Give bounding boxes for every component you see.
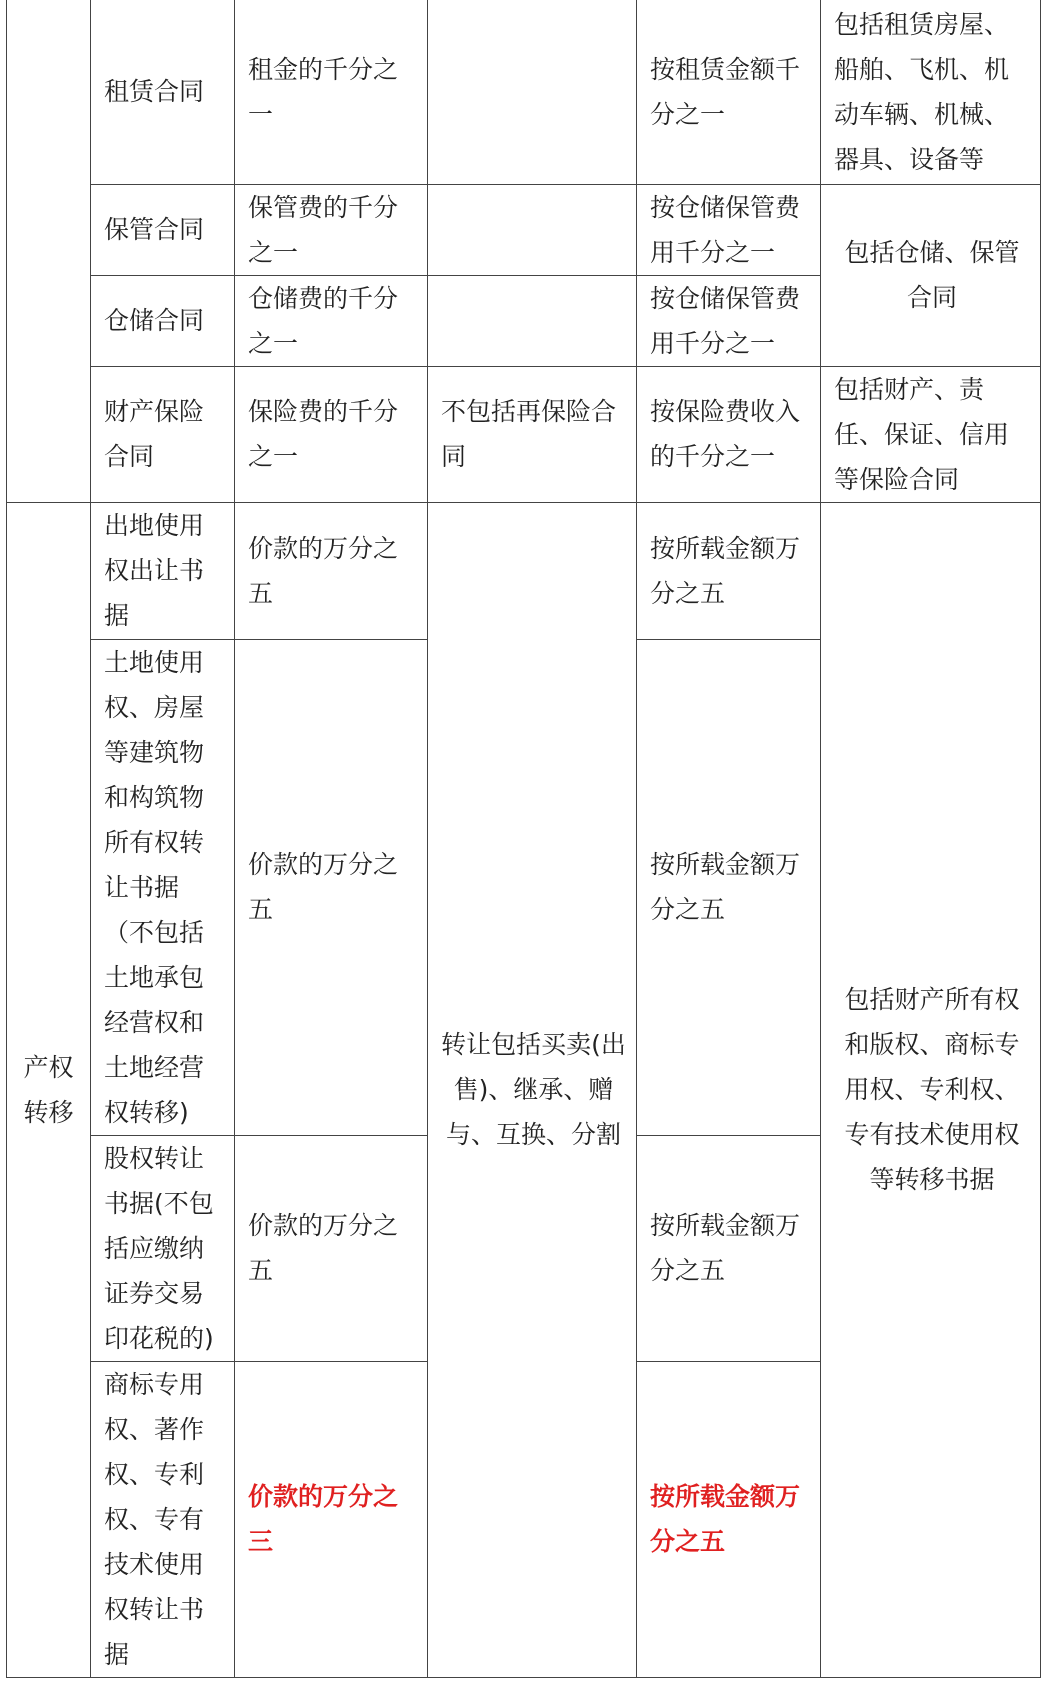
rate-cell: 价款的万分之五 [235,502,428,639]
rate-cell-highlight: 价款的万分之三 [235,1361,428,1677]
scope-cell: 包括仓储、保管合同 [821,184,1041,366]
exclusion-cell [428,184,637,275]
category-cell [7,0,91,502]
item-cell: 财产保险合同 [91,366,235,502]
exclusion-cell [428,0,637,184]
exclusion-cell [428,275,637,366]
scope-cell: 包括租赁房屋、船舶、飞机、机动车辆、机械、器具、设备等 [821,0,1041,184]
basis-cell-highlight: 按所载金额万分之五 [637,1361,821,1677]
scope-cell: 包括财产、责任、保证、信用等保险合同 [821,366,1041,502]
item-cell: 商标专用权、著作权、专利权、专有技术使用权转让书据 [91,1361,235,1677]
exclusion-cell: 不包括再保险合同 [428,366,637,502]
rate-cell: 价款的万分之五 [235,639,428,1135]
table-row [7,502,1041,639]
item-cell: 保管合同 [91,184,235,275]
basis-cell: 按所载金额万分之五 [637,639,821,1135]
rate-cell: 仓储费的千分之一 [235,275,428,366]
category-cell: 产权转移 [7,502,91,1677]
basis-cell: 按仓储保管费用千分之一 [637,275,821,366]
item-cell: 租赁合同 [91,0,235,184]
basis-cell: 按仓储保管费用千分之一 [637,184,821,275]
stamp-tax-table [6,0,1041,1678]
item-cell: 出地使用权出让书据 [91,502,235,639]
rate-cell: 保管费的千分之一 [235,184,428,275]
table-row [7,0,1041,184]
basis-cell: 按所载金额万分之五 [637,1135,821,1361]
item-cell: 股权转让书据(不包括应缴纳证券交易印花税的) [91,1135,235,1361]
basis-cell: 按保险费收入的千分之一 [637,366,821,502]
rate-cell: 价款的万分之五 [235,1135,428,1361]
rate-cell: 保险费的千分之一 [235,366,428,502]
scope-cell: 包括财产所有权和版权、商标专用权、专利权、专有技术使用权等转移书据 [821,502,1041,1677]
transfer-note-cell: 转让包括买卖(出售)、继承、赠与、互换、分割 [428,502,637,1677]
rate-cell: 租金的千分之一 [235,0,428,184]
item-cell: 仓储合同 [91,275,235,366]
item-cell: 土地使用权、房屋等建筑物和构筑物所有权转让书据（不包括土地承包经营权和土地经营权转移) [91,639,235,1135]
basis-cell: 按租赁金额千分之一 [637,0,821,184]
table-row [7,184,1041,275]
basis-cell: 按所载金额万分之五 [637,502,821,639]
table-row [7,366,1041,502]
